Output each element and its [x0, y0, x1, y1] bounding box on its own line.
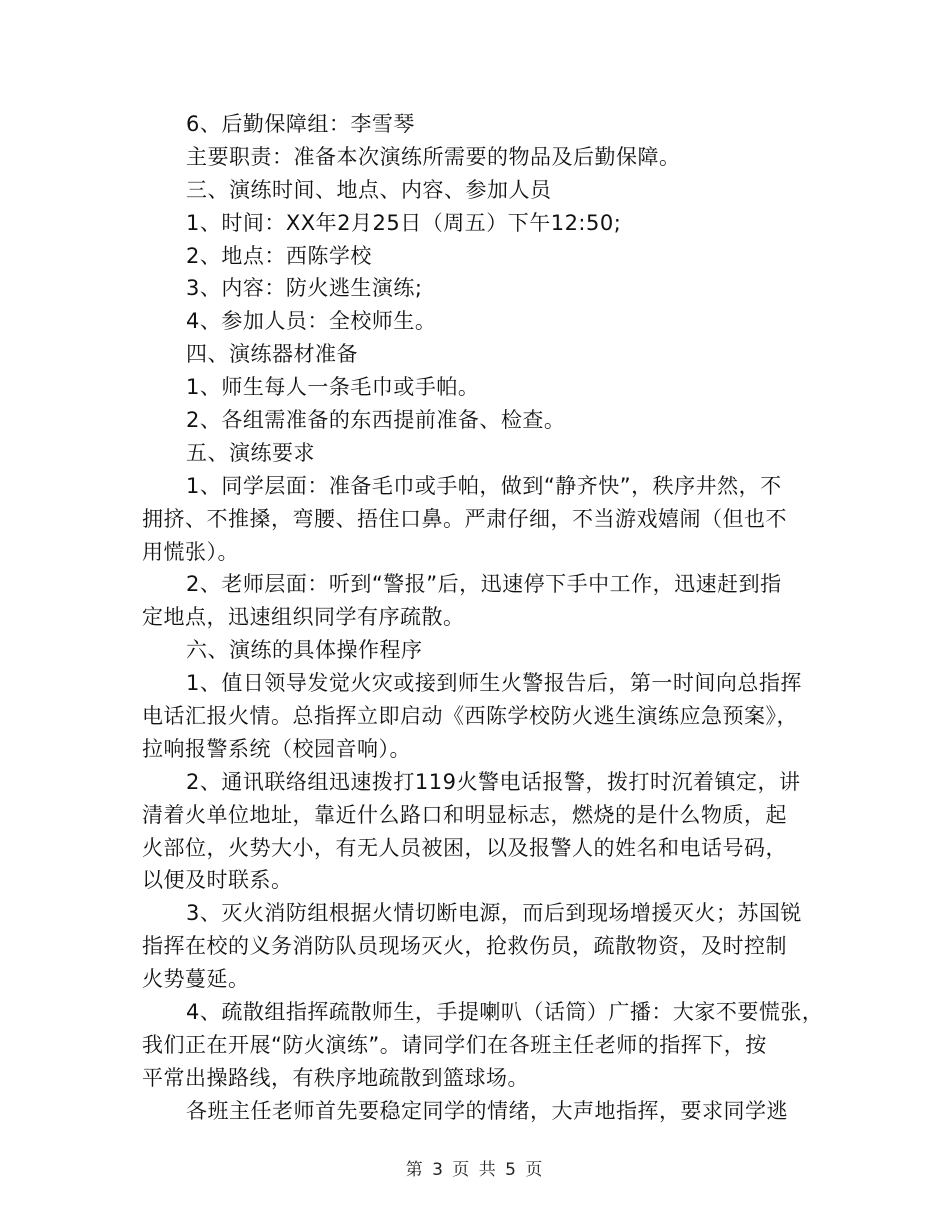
text-line: 2、地点：西陈学校: [186, 243, 372, 268]
text-line: 清着火单位地址，靠近什么路口和明显标志，燃烧的是什么物质，起: [142, 802, 787, 827]
document-body: [142, 108, 824, 1128]
text-line: 定地点，迅速组织同学有序疏散。: [142, 605, 465, 630]
text-line: 火部位，火势大小，有无人员被困，以及报警人的姓名和电话号码，: [142, 835, 787, 860]
text-line: 4、疏散组指挥疏散师生，手提喇叭（话筒）广播：大家不要慌张，: [186, 1000, 824, 1025]
text-line: 1、同学层面：准备毛巾或手帕，做到“静齐快”，秩序井然，不: [186, 473, 782, 498]
text-line: 各班主任老师首先要稳定同学的情绪，大声地指挥，要求同学逃: [186, 1098, 788, 1123]
text-line: 1、值日领导发觉火灾或接到师生火警报告后，第一时间向总指挥: [186, 671, 802, 696]
text-line: 主要职责：准备本次演练所需要的物品及后勤保障。: [186, 144, 681, 169]
text-line: 4、参加人员：全校师生。: [186, 309, 437, 334]
text-line: 电话汇报火情。总指挥立即启动《西陈学校防火逃生演练应急预案》，: [142, 704, 798, 729]
text-line: 拉响报警系统（校园音响）。: [142, 736, 411, 761]
text-line: 指挥在校的义务消防队员现场灭火，抢救伤员，疏散物资，及时控制: [142, 934, 787, 959]
text-line: 火势蔓延。: [142, 967, 250, 992]
text-line: 2、各组需准备的东西提前准备、检查。: [186, 408, 566, 433]
text-line: 1、师生每人一条毛巾或手帕。: [186, 375, 480, 400]
text-line: 我们正在开展“防火演练”。请同学们在各班主任老师的指挥下，按: [142, 1032, 767, 1057]
text-line: 2、通讯联络组迅速拨打119火警电话报警，拨打时沉着镇定，讲: [186, 769, 801, 794]
text-line: 五、演练要求: [186, 440, 315, 465]
text-line: 3、灭火消防组根据火情切断电源，而后到现场增援灭火；苏国锐: [186, 901, 802, 926]
text-line: 以便及时联系。: [142, 868, 293, 893]
text-line: 2、老师层面：听到“警报”后，迅速停下手中工作，迅速赶到指: [186, 572, 782, 597]
text-line: 用慌张）。: [142, 539, 239, 564]
text-line: 三、演练时间、地点、内容、参加人员: [186, 177, 552, 202]
text-line: 3、内容：防火逃生演练;: [186, 276, 423, 301]
text-line: 四、演练器材准备: [186, 342, 358, 367]
text-line: 平常出操路线，有秩序地疏散到篮球场。: [142, 1065, 529, 1090]
page-footer: 第 3 页 共 5 页: [405, 1160, 545, 1180]
text-line: 六、演练的具体操作程序: [186, 638, 423, 663]
text-line: 拥挤、不推搡，弯腰、捂住口鼻。严肃仔细，不当游戏嬉闹（但也不: [142, 506, 787, 531]
text-line: 1、时间：XX年2月25日（周五）下午12:50;: [186, 210, 622, 235]
text-line: 6、后勤保障组：李雪琴: [186, 112, 415, 136]
